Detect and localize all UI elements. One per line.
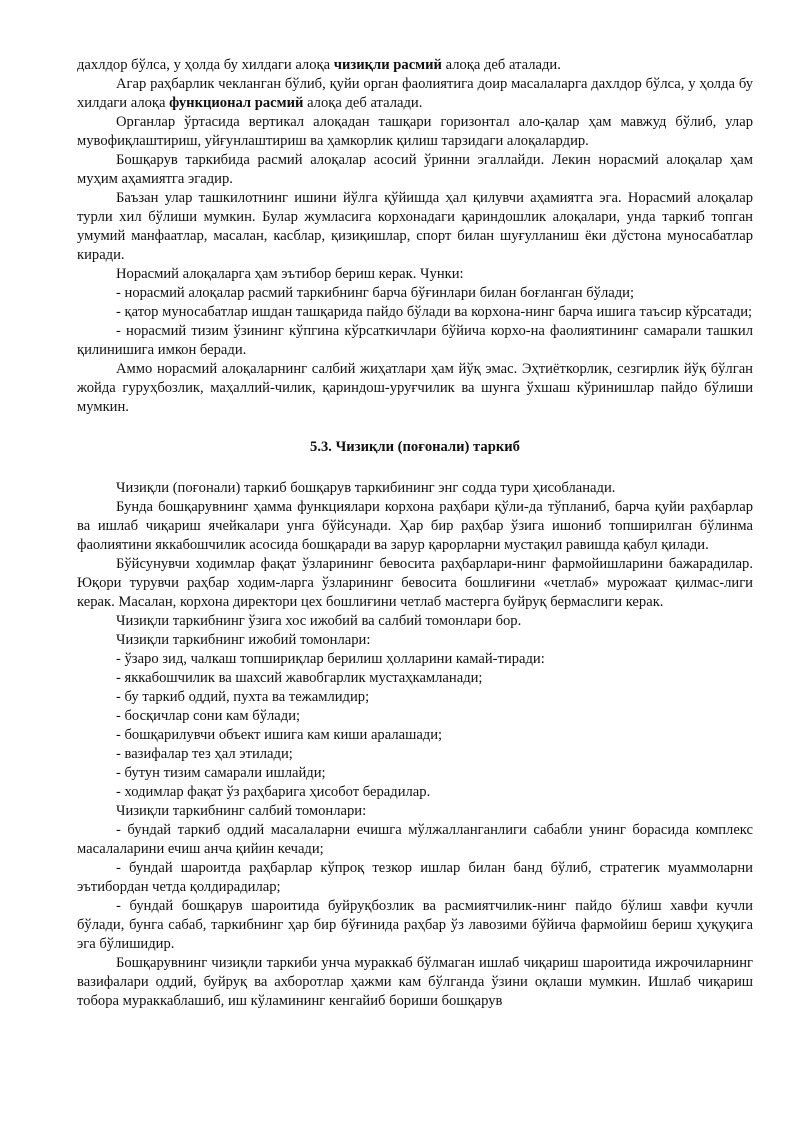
section-heading: 5.3. Чизиқли (поғонали) таркиб bbox=[310, 439, 520, 455]
list-item: - қатор муносабатлар ишдан ташқарида пайдо бўлади ва корхона-нинг барча ишига таъсир кўрсатади; bbox=[116, 304, 753, 320]
list-item: - бундай шароитда раҳбарлар кўпроқ тезкор ишлар билан банд бўлиб, стратегик муаммоларни эътибордан четда қолдирадилар; bbox=[77, 860, 753, 895]
list-item: - босқичлар сони кам бўлади; bbox=[116, 708, 301, 724]
list-item: - вазифалар тез ҳал этилади; bbox=[116, 746, 293, 762]
list-item: - бундай таркиб оддий масалаларни ечишга мўлжалланганлиги сабабли унинг борасида комплекс масалаларини ечиш анча қийин кечади; bbox=[77, 822, 753, 857]
list-item: - бошқарилувчи объект ишига кам киши аралашади; bbox=[116, 727, 443, 743]
paragraph: Аммо норасмий алоқаларнинг салбий жиҳатлари ҳам йўқ эмас. Эҳтиёткорлик, сезгирлик йўқ бўлган жойда гуруҳбозлик, маҳаллий-чилик, қариндош-уруғчилик ва шунга ўхшаш кўринишлар пайдо бўлиши мумкин. bbox=[77, 361, 753, 415]
paragraph: дахлдор бўлса, у ҳолда бу хилдаги алоқа чизиқли расмий алоқа деб аталади. bbox=[77, 57, 561, 73]
list-item: - ўзаро зид, чалкаш топшириқлар берилиш ҳолларини камай-тиради: bbox=[116, 651, 545, 667]
list-item: - норасмий алоқалар расмий таркибнинг барча бўғинлари билан боғланган бўлади; bbox=[116, 285, 634, 301]
paragraph: Чизиқли таркибнинг ижобий томонлари: bbox=[116, 632, 371, 648]
list-item: - бутун тизим самарали ишлайди; bbox=[116, 765, 326, 781]
paragraph: Бошқарув таркибида расмий алоқалар асосий ўринни эгаллайди. Лекин норасмий алоқалар ҳам муҳим аҳамиятга эгадир. bbox=[77, 152, 753, 187]
list-item: - яккабошчилик ва шахсий жавобгарлик мустаҳкамланади; bbox=[116, 670, 483, 686]
paragraph: Чизиқли таркибнинг салбий томонлари: bbox=[116, 803, 367, 819]
paragraph: Бошқарувнинг чизиқли таркиби унча мураккаб бўлмаган ишлаб чиқариш шароитида ижрочиларнинг вазифалари оддий, буйруқ ва ахборотлар ҳажми кам бўлганда ўзини оқлаши мумкин. Ишлаб чиқариш тобора мураккаблашиб, иш кўламининг кенгайиб бориши бошқарув bbox=[77, 955, 753, 1009]
paragraph: Чизиқли таркибнинг ўзига хос ижобий ва салбий томонлари бор. bbox=[116, 613, 522, 629]
paragraph: Бўйсунувчи ходимлар фақат ўзларининг бевосита раҳбарлари-нинг фармойишларини бажарадилар. Юқори турувчи раҳбар ходим-ларга ўзларининг бевосита бошлиғини «четлаб» мурожаат қилмас-лиги керак. Масалан, корхона директори цех бошлиғини четлаб мастерга буйруқ бермаслиги керак. bbox=[77, 556, 753, 610]
paragraph: Агар раҳбарлик чекланган бўлиб, қуйи орган фаолиятига доир масалаларга дахлдор бўлса, у ҳолда бу хилдаги алоқа функционал расмий алоқа деб аталади. bbox=[77, 76, 753, 111]
paragraph: Баъзан улар ташкилотнинг ишини йўлга қўйишда ҳал қилувчи аҳамиятга эга. Норасмий алоқалар турли хил бўлиши мумкин. Булар жумласига корхонадаги қариндошлик алоқалари, унда таркиб топган умумий манфаатлар, масалан, касблар, қизиқишлар, спорт билан шуғулланиш ёки дўстона муносабатлар киради. bbox=[77, 190, 753, 263]
bold-term: функционал расмий bbox=[169, 95, 304, 111]
list-item: - бу таркиб оддий, пухта ва тежамлидир; bbox=[116, 689, 370, 705]
list-item: - норасмий тизим ўзининг кўпгина кўрсаткичлари бўйича корхо-на фаолиятининг самарали ташкил қилинишига имкон беради. bbox=[77, 323, 753, 358]
list-item: - бундай бошқарув шароитида буйруқбозлик ва расмиятчилик-нинг пайдо бўлиш хавфи кучли бўлади, бунга сабаб, таркибнинг ҳар бир бўғинида раҳбар ўз лавозими бўйича фармойиш бериш ҳуқуқига эга бўлишидир. bbox=[77, 898, 753, 952]
paragraph: Органлар ўртасида вертикал алоқадан ташқари горизонтал ало-қалар ҳам мавжуд бўлиб, улар мувофиқлаштириш, уйғунлаштириш ва ҳамкорлик қилиш тарзидаги алоқалардир. bbox=[77, 114, 753, 149]
paragraph: Бунда бошқарувнинг ҳамма функциялари корхона раҳбари қўли-да тўпланиб, барча қуйи раҳбарлар ва ишлаб чиқариш ячейкалари унга бўйсунади. Ҳар бир раҳбар ўзига ишониб топширилган бўлинма фаолиятини яккабошчилик асосида бошқаради ва зарур қарорларни мустақил равишда қабул қилади. bbox=[77, 499, 753, 553]
bold-term: чизиқли расмий bbox=[333, 57, 442, 73]
list-item: - ходимлар фақат ўз раҳбарига ҳисобот берадилар. bbox=[116, 784, 431, 800]
paragraph: Чизиқли (поғонали) таркиб бошқарув таркибининг энг содда тури ҳисобланади. bbox=[116, 480, 616, 496]
paragraph: Норасмий алоқаларга ҳам эътибор бериш керак. Чунки: bbox=[116, 266, 464, 282]
document-page bbox=[77, 56, 753, 1011]
